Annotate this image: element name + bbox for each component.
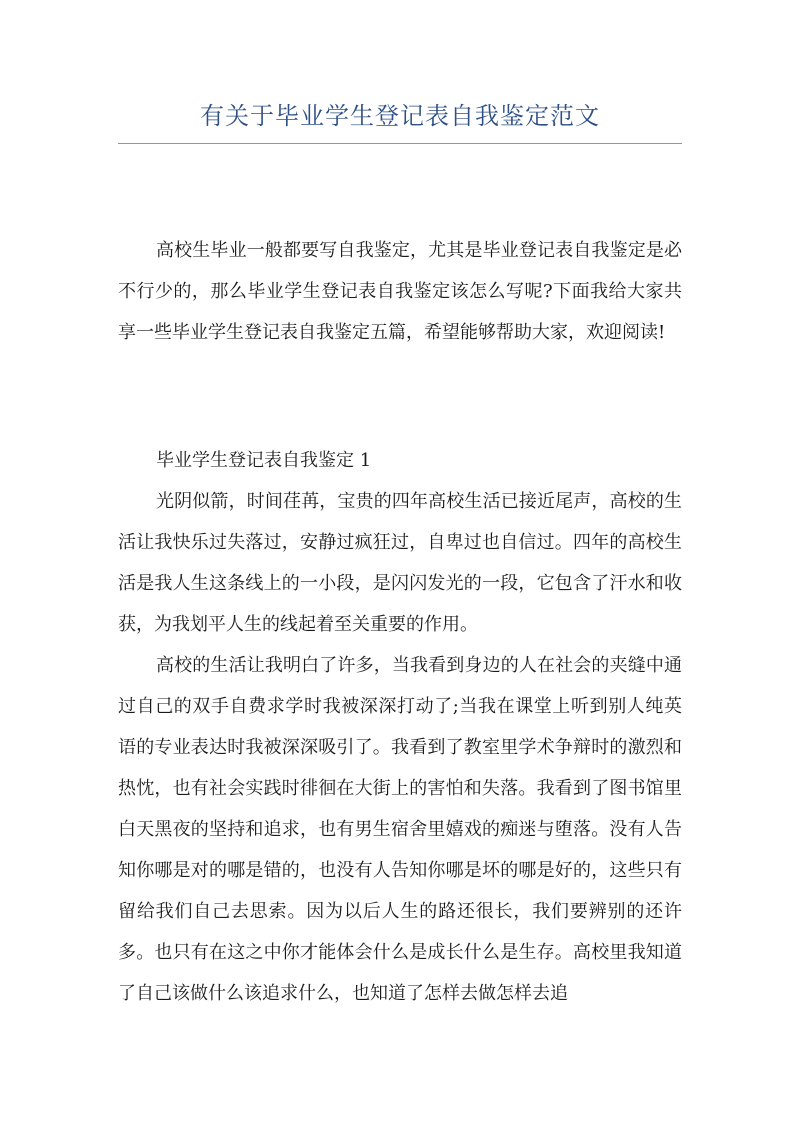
title-underline bbox=[118, 143, 682, 144]
body-paragraph-2: 高校的生活让我明白了许多，当我看到身边的人在社会的夹缝中通过自己的双手自费求学时我被深深打动了;当我在课堂上听到别人纯英语的专业表达时我被深深吸引了。我看到了教室里学术争辩时的激烈和热忱，也有社会实践时徘徊在大街上的害怕和失落。我看到了图书馆里白天黑夜的坚持和追求，也有男生宿舍里嬉戏的痴迷与堕落。没有人告知你哪是对的哪是错的，也没有人告知你哪是坏的哪是好的，这些只有留给我们自己去思索。因为以后人生的路还很长，我们要辨别的还许多。也只有在这之中你才能体会什么是成长什么是生存。高校里我知道了自己该做什么该追求什么，也知道了怎样去做怎样去追 bbox=[118, 655, 682, 1004]
intro-paragraph: 高校生毕业一般都要写自我鉴定，尤其是毕业登记表自我鉴定是必不行少的，那么毕业学生登记表自我鉴定该怎么写呢?下面我给大家共享一些毕业学生登记表自我鉴定五篇，希望能够帮助大家，欢迎阅读! bbox=[118, 240, 682, 343]
body-paragraph-1: 光阴似箭，时间荏苒，宝贵的四年高校生活已接近尾声，高校的生活让我快乐过失落过，安静过疯狂过，自卑过也自信过。四年的高校生活是我人生这条线上的一小段，是闪闪发光的一段，它包含了汗水和收获，为我划平人生的线起着至关重要的作用。 bbox=[118, 491, 682, 635]
section-heading: 毕业学生登记表自我鉴定 1 bbox=[156, 450, 372, 471]
document-title: 有关于毕业学生登记表自我鉴定范文 bbox=[200, 102, 600, 130]
